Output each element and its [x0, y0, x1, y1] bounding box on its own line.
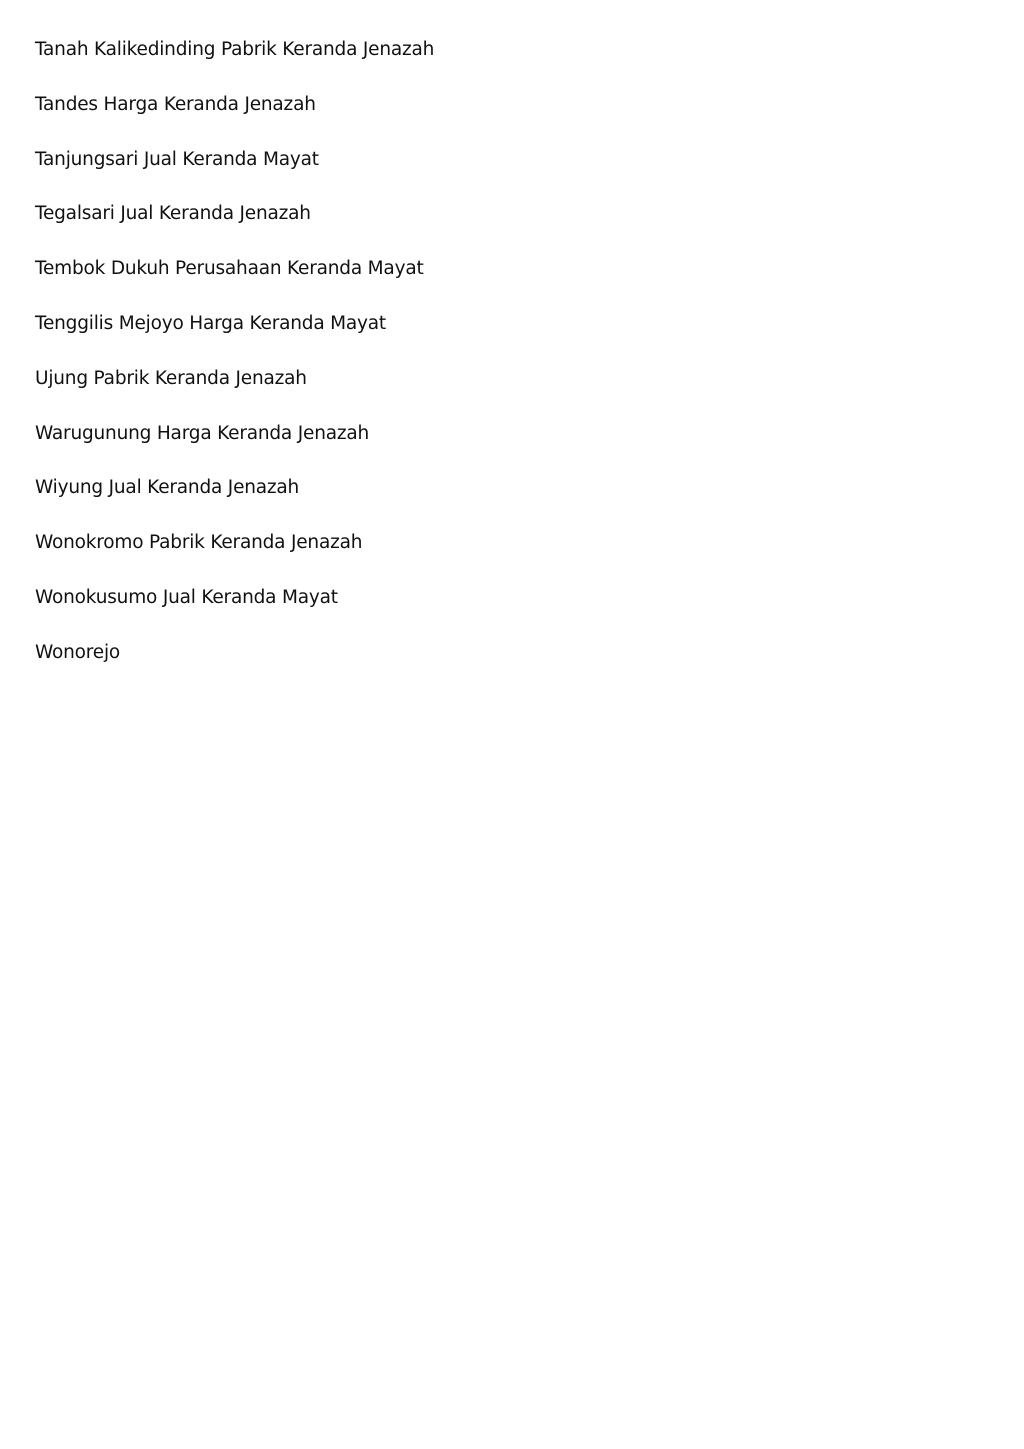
text-line: Tegalsari Jual Keranda Jenazah [35, 203, 311, 225]
text-line: Wonorejo [35, 641, 121, 663]
text-line: Tanah Kalikedinding Pabrik Keranda Jenazah [35, 39, 435, 60]
text-line: Tenggilis Mejoyo Harga Keranda Mayat [35, 312, 386, 334]
text-line: Tandes Harga Keranda Jenazah [35, 93, 316, 115]
text-line: Ujung Pabrik Keranda Jenazah [35, 367, 307, 389]
text-line: Tanjungsari Jual Keranda Mayat [35, 148, 319, 170]
text-line: Wiyung Jual Keranda Jenazah [35, 477, 300, 499]
text-line: Wonokromo Pabrik Keranda Jenazah [35, 532, 363, 554]
text-line-list [35, 36, 935, 694]
text-line: Wonokusumo Jual Keranda Mayat [35, 586, 338, 608]
text-line: Tembok Dukuh Perusahaan Keranda Mayat [35, 258, 424, 280]
text-line: Warugunung Harga Keranda Jenazah [35, 422, 370, 444]
